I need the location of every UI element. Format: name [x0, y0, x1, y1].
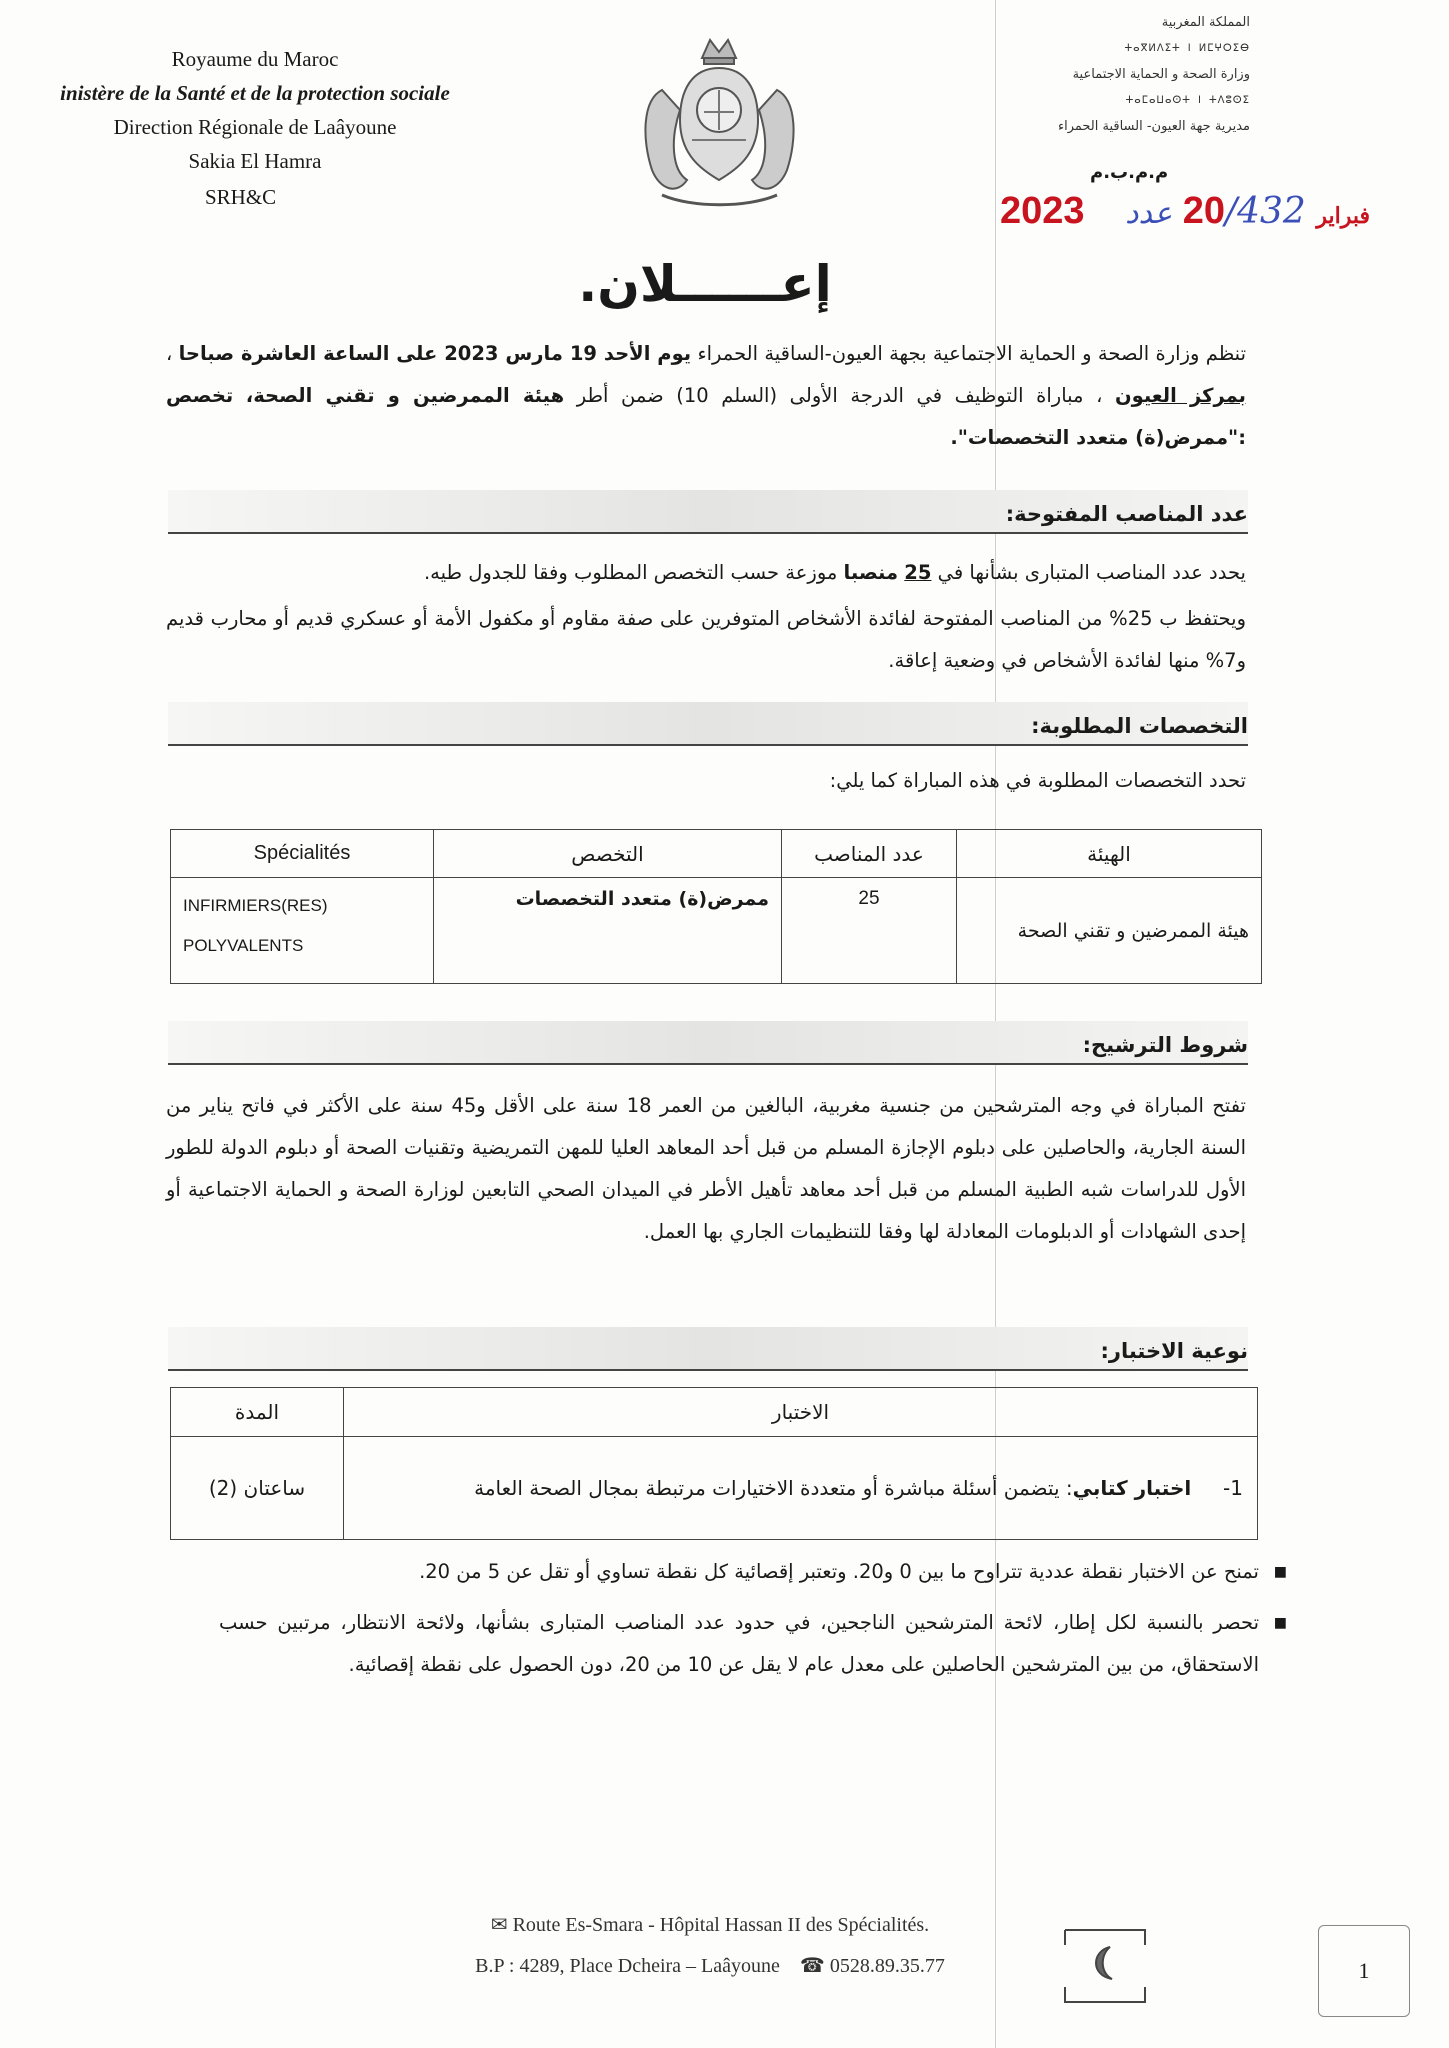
intro-text-2: ،: [166, 342, 173, 365]
service-code: SRH&C: [205, 185, 277, 209]
ministry-fr: inistère de la Santé et de la protection sociale: [60, 81, 450, 105]
kingdom-tifinagh: ⵜⴰⴳⵍⴷⵉⵜ ⵏ ⵍⵎⵖⵔⵉⴱ: [1124, 43, 1250, 54]
intro-specialty: ممرض(ة) متعدد التخصصات: [967, 426, 1229, 449]
exam-number: 1-: [1223, 1476, 1243, 1500]
address-line1: Route Es-Smara - Hôpital Hassan II des Spécialités.: [512, 1914, 930, 1936]
bullet-ranking: ■ تحصر بالنسبة لكل إطار، لائحة المترشحين الناجحين، في حدود عدد المناصب المتبارى بشأنها، ولائحة الانتظار، مرتبين حسب الاستحقاق، من بين المترشحين الحاصلين على معدل عام لا يقل عن 10 من 20، دون الحصول على نقطة إقصائية.: [219, 1602, 1259, 1686]
ref-month: فبراير: [1316, 203, 1371, 228]
exam-type: اختبار كتابي: [1072, 1476, 1192, 1500]
intro-date: يوم الأحد 19 مارس 2023 على الساعة العاشرة صباحا: [178, 342, 692, 365]
conditions-heading: شروط الترشيح:: [1082, 1033, 1248, 1057]
ministry-tifinagh: ⵜⴰⵎⴰⵡⴰⵙⵜ ⵏ ⵜⴷⵓⵙⵉ: [1125, 95, 1250, 106]
cell-posts: 25: [782, 878, 957, 984]
cell-body: هيئة الممرضين و تقني الصحة: [957, 878, 1262, 984]
cell-exam: [344, 1437, 1258, 1540]
posts-reservation: ويحتفظ ب 25% من المناصب المفتوحة لفائدة الأشخاص المتوفرين على صفة مقاوم أو مكفول الأمة أو عسكري قديم أو محارب قديم و7% منها لفائدة الأشخاص في وضعية إعاقة.: [166, 607, 1246, 672]
header-right: [990, 10, 1250, 140]
cell-spec-ar: ممرض(ة) متعدد التخصصات: [434, 878, 782, 984]
intro-text-3: ، مباراة التوظيف في الدرجة الأولى (السلم 10) ضمن أطر: [576, 384, 1103, 407]
ref-slash: /: [1224, 191, 1238, 232]
intro-text-1: تنظم وزارة الصحة و الحماية الاجتماعية بجهة العيون-الساقية الحمراء: [697, 342, 1246, 365]
specialties-table: [170, 829, 1262, 984]
conditions-paragraph: تفتح المباراة في وجه المترشحين من جنسية مغربية، البالغين من العمر 18 سنة على الأقل و45 سنة على الأكثر في فاتح يناير من السنة الجارية، والحاصلين على دبلوم الإجازة المسلم من قبل أحد المعاهد العليا للمهن التمريضية وتقنيات الصحة أو دبلوم الدولة للطور الأول للدراسات شبه الطبية المسلم من قبل أحد معاهد تأهيل الأطر في الميدان الصحي التابعين لوزارة الصحة و الحماية الاجتماعية أو إحدى الشهادات أو الدبلومات المعادلة لها وفقا للتنظيمات الجاري بها العمل.: [166, 1094, 1246, 1243]
bullet-scoring: ■ تمنح عن الاختبار نقطة عددية تتراوح ما بين 0 و20. وتعتبر إقصائية كل نقطة تساوي أو تقل عن 5 من 20.: [219, 1551, 1259, 1593]
section-heading-conditions: [168, 1021, 1248, 1065]
col-spec-fr: Spécialités: [171, 830, 434, 878]
exam-description: : يتضمن أسئلة مباشرة أو متعددة الاختيارات مرتبطة بمجال الصحة العامة: [474, 1476, 1073, 1500]
col-posts: عدد المناصب: [782, 830, 957, 878]
phone-number: 0528.89.35.77: [829, 1955, 945, 1977]
section-heading-exam: [168, 1327, 1248, 1371]
spec-fr-line2: POLYVALENTS: [183, 936, 304, 955]
direction-ar: مديرية جهة العيون- الساقية الحمراء: [1057, 119, 1250, 134]
table-row: [171, 1437, 1258, 1540]
table-row: [171, 878, 1262, 984]
ref-year: 2023: [1000, 190, 1085, 232]
intro-text-4: تخصص :": [166, 384, 1246, 449]
section-heading-posts: [168, 490, 1248, 534]
ref-number: 432: [1237, 191, 1306, 232]
address-line2: B.P : 4289, Place Dcheira – Laâyoune: [475, 1955, 780, 1977]
ref-day: 20: [1182, 190, 1225, 232]
col-body: الهيئة: [957, 830, 1262, 878]
intro-text-5: ".: [950, 426, 968, 449]
section-heading-specialties: [168, 702, 1248, 746]
specialties-heading: التخصصات المطلوبة:: [1031, 714, 1248, 738]
region-fr: Sakia El Hamra: [188, 149, 322, 173]
spec-fr-line1: INFIRMIERS(RES): [183, 896, 328, 915]
header-left: [20, 42, 490, 178]
abbreviation: م.م.ب.م: [1090, 162, 1169, 183]
posts-count: 25: [904, 561, 932, 584]
specialties-intro: تحدد التخصصات المطلوبة في هذه المباراة كما يلي:: [829, 769, 1246, 792]
posts-text-1: يحدد عدد المناصب المتبارى بشأنها في: [937, 561, 1246, 584]
posts-paragraph: [166, 552, 1246, 594]
reference-stamp: [1000, 190, 1370, 233]
ref-label: عدد: [1125, 196, 1173, 231]
logo-icon: [1060, 1925, 1150, 2007]
cell-spec-fr: [171, 878, 434, 984]
posts-heading: عدد المناصب المفتوحة:: [1005, 502, 1248, 526]
col-duration: المدة: [171, 1388, 344, 1437]
posts-unit: منصبا: [843, 561, 899, 584]
phone-icon: ☎: [799, 1955, 825, 1977]
page-number: 1: [1318, 1925, 1410, 2017]
mail-icon: ✉: [490, 1914, 508, 1936]
intro-corps: هيئة الممرضين و تقني الصحة،: [245, 384, 565, 407]
direction-fr: Direction Régionale de Laâyoune: [113, 115, 397, 139]
intro-location: بمركز العيون: [1114, 384, 1246, 407]
col-exam: الاختبار: [344, 1388, 1258, 1437]
kingdom-ar: المملكة المغربية: [1161, 15, 1250, 30]
col-spec-ar: التخصص: [434, 830, 782, 878]
intro-paragraph: [166, 333, 1246, 459]
kingdom-fr: Royaume du Maroc: [171, 47, 339, 71]
posts-text-2: موزعة حسب التخصص المطلوب وفقا للجدول طيه.: [423, 561, 838, 584]
moroccan-coat-of-arms-icon: [632, 30, 807, 215]
footer-address: [380, 1905, 1040, 1987]
exam-table: [170, 1387, 1258, 1540]
page-title: إعــــــلان.: [578, 255, 832, 313]
ministry-ar: وزارة الصحة و الحماية الاجتماعية: [1072, 67, 1250, 82]
cell-duration: ساعتان (2): [171, 1437, 344, 1540]
exam-heading: نوعية الاختبار:: [1100, 1339, 1248, 1363]
